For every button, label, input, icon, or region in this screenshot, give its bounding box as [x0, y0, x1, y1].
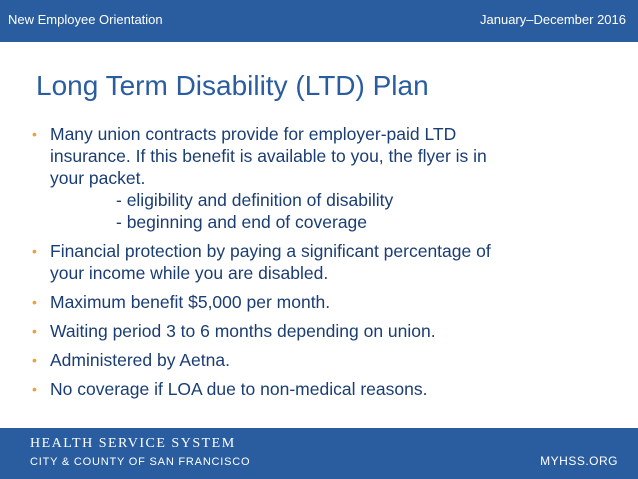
footer-org-name: HEALTH SERVICE SYSTEM: [30, 436, 236, 451]
bullet-line: your packet.: [50, 168, 146, 188]
bullet-list: [30, 123, 610, 407]
header-left-text: New Employee Orientation: [8, 12, 163, 27]
bullet-line: Administered by Aetna.: [50, 350, 230, 370]
bullet-item: [30, 320, 610, 342]
sub-item: - eligibility and definition of disability: [116, 190, 394, 210]
bullet-icon: •: [32, 294, 37, 310]
bullet-line: Financial protection by paying a significant percentage of: [50, 241, 491, 261]
footer-city-name: CITY & COUNTY OF SAN FRANCISCO: [30, 456, 251, 468]
bullet-line: No coverage if LOA due to non-medical reasons.: [50, 379, 428, 399]
bullet-item: [30, 240, 610, 284]
bullet-icon: •: [32, 323, 37, 339]
bullet-icon: •: [32, 381, 37, 397]
bullet-item: [30, 123, 610, 233]
bullet-line: Waiting period 3 to 6 months depending on union.: [50, 321, 436, 341]
bullet-line: Many union contracts provide for employer-paid LTD: [50, 124, 457, 144]
header-right-text: January–December 2016: [480, 12, 626, 27]
bullet-icon: •: [32, 243, 37, 259]
footer-website-link[interactable]: MYHSS.ORG: [540, 454, 618, 468]
footer-bar: [0, 428, 638, 479]
bullet-item: [30, 291, 610, 313]
bullet-line: Maximum benefit $5,000 per month.: [50, 292, 331, 312]
bullet-item: [30, 378, 610, 400]
header-bar: [0, 0, 638, 42]
bullet-icon: •: [32, 352, 37, 368]
bullet-icon: •: [32, 126, 37, 142]
bullet-item: [30, 349, 610, 371]
slide-title: Long Term Disability (LTD) Plan: [36, 70, 429, 101]
bullet-line: insurance. If this benefit is available to you, the flyer is in: [50, 146, 487, 166]
bullet-line: your income while you are disabled.: [50, 263, 329, 283]
sub-item: - beginning and end of coverage: [116, 212, 368, 232]
